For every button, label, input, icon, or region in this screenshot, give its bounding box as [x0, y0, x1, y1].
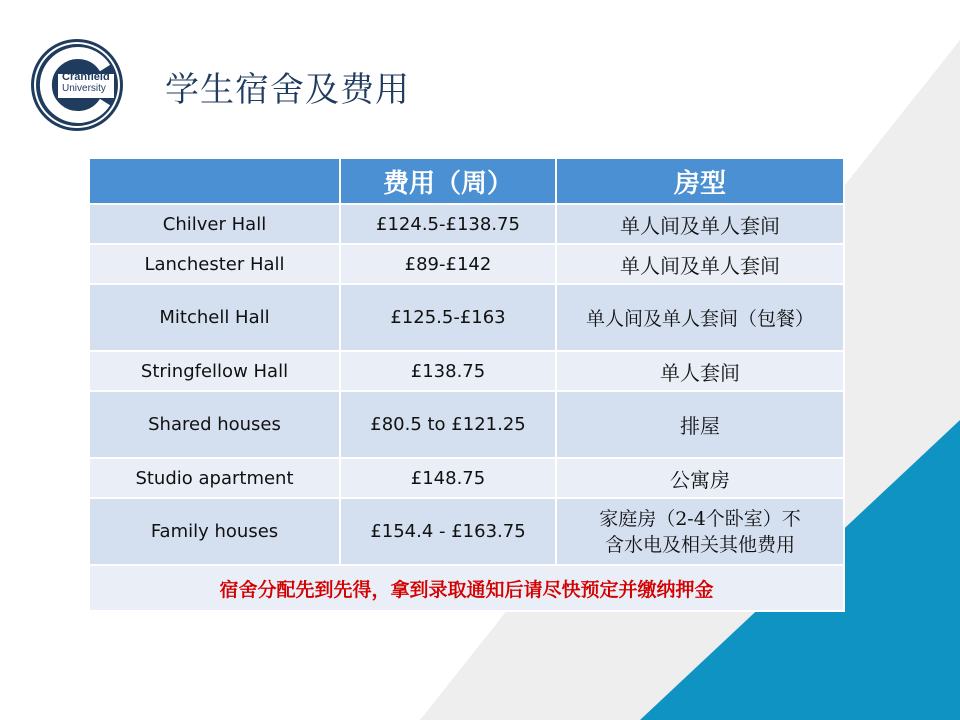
weekly-fee: £124.5-£138.75 — [340, 204, 556, 244]
table-row — [89, 498, 844, 565]
room-type: 单人间及单人套间 — [556, 204, 844, 244]
hall-name: Shared houses — [89, 391, 340, 458]
weekly-fee: £89-£142 — [340, 244, 556, 284]
logo-line-2: University — [62, 83, 106, 94]
room-type: 单人间及单人套间 — [556, 244, 844, 284]
hall-name: Chilver Hall — [89, 204, 340, 244]
table-row — [89, 351, 844, 391]
room-type: 排屋 — [556, 391, 844, 458]
table-header-row — [89, 158, 844, 204]
room-type: 单人套间 — [556, 351, 844, 391]
table-row — [89, 391, 844, 458]
room-type-line-1: 家庭房（2-4个卧室）不 — [599, 507, 801, 530]
note-row — [89, 565, 844, 611]
table-row — [89, 458, 844, 498]
hall-name: Stringfellow Hall — [89, 351, 340, 391]
room-type: 单人间及单人套间（包餐） — [556, 284, 844, 351]
header-fee: 费用（周） — [340, 158, 556, 204]
weekly-fee: £138.75 — [340, 351, 556, 391]
room-type: 公寓房 — [556, 458, 844, 498]
hall-name: Lanchester Hall — [89, 244, 340, 284]
hall-name: Studio apartment — [89, 458, 340, 498]
header-type: 房型 — [556, 158, 844, 204]
hall-name: Mitchell Hall — [89, 284, 340, 351]
hall-name: Family houses — [89, 498, 340, 565]
fees-table — [88, 157, 845, 612]
table-row — [89, 244, 844, 284]
logo-line-1: Cranfield — [62, 71, 110, 83]
header-name — [89, 158, 340, 204]
page-title: 学生宿舍及费用 — [165, 70, 410, 110]
room-type — [556, 498, 844, 565]
room-type-line-2: 含水电及相关其他费用 — [604, 533, 795, 556]
logo-wordmark — [62, 72, 132, 94]
table-row — [89, 204, 844, 244]
weekly-fee: £154.4 - £163.75 — [340, 498, 556, 565]
weekly-fee: £125.5-£163 — [340, 284, 556, 351]
allocation-note: 宿舍分配先到先得，拿到录取通知后请尽快预定并缴纳押金 — [89, 565, 844, 611]
table-row — [89, 284, 844, 351]
weekly-fee: £148.75 — [340, 458, 556, 498]
weekly-fee: £80.5 to £121.25 — [340, 391, 556, 458]
